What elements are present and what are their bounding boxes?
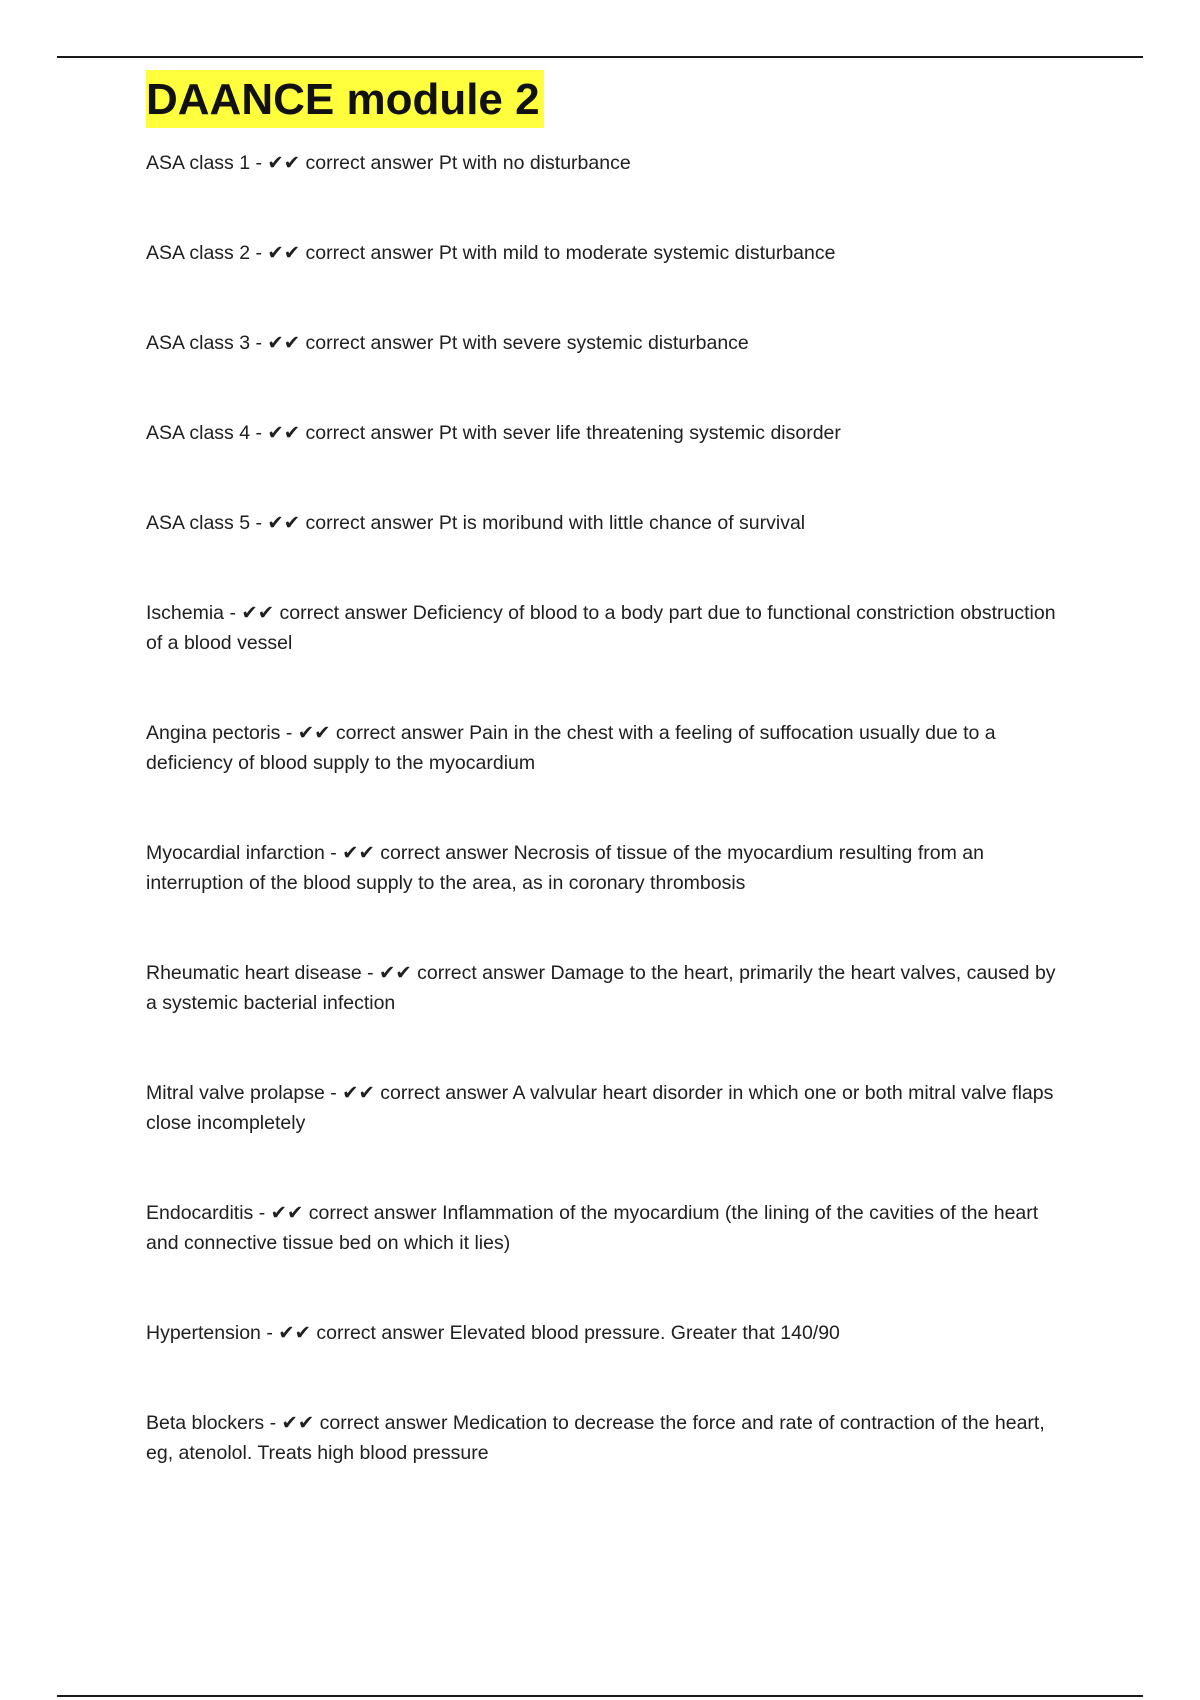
double-check-icon: ✔✔ xyxy=(267,422,301,444)
flashcard-entry xyxy=(146,1078,1066,1138)
entry-term: ASA class 5 xyxy=(146,512,251,534)
entry-term: Mitral valve prolapse xyxy=(146,1082,325,1104)
double-check-icon: ✔✔ xyxy=(297,722,331,744)
answer-prefix: correct answer xyxy=(305,422,434,444)
document-body xyxy=(146,70,1066,1528)
flashcard-entry xyxy=(146,598,1066,658)
entry-separator: - xyxy=(250,242,268,264)
entry-separator: - xyxy=(361,962,380,984)
entry-term: Hypertension xyxy=(146,1322,261,1344)
entry-definition: Elevated blood pressure. Greater that 140/90 xyxy=(449,1322,840,1344)
double-check-icon: ✔✔ xyxy=(267,332,301,354)
answer-prefix: correct answer xyxy=(380,842,509,864)
double-check-icon: ✔✔ xyxy=(267,512,301,534)
entry-separator: - xyxy=(264,1412,282,1434)
bottom-rule xyxy=(57,1695,1143,1697)
double-check-icon: ✔✔ xyxy=(379,962,412,984)
entry-definition: Pt is moribund with little chance of survival xyxy=(438,512,806,534)
entry-separator: - xyxy=(260,1322,279,1344)
double-check-icon: ✔✔ xyxy=(267,152,301,174)
entry-separator: - xyxy=(250,422,268,444)
flashcard-entry xyxy=(146,508,1066,538)
answer-prefix: correct answer xyxy=(279,602,408,624)
document-title: DAANCE module 2 xyxy=(146,70,544,128)
entry-definition: Necrosis of tissue of the myocardium resulting from an interruption of the blood supply to the area, as in coronary thrombosis xyxy=(146,842,984,894)
entry-separator: - xyxy=(253,1202,271,1224)
flashcard-entry xyxy=(146,328,1066,358)
entry-term: Beta blockers xyxy=(146,1412,265,1434)
answer-prefix: correct answer xyxy=(305,332,434,354)
answer-prefix: correct answer xyxy=(417,962,546,984)
entry-definition: Pt with no disturbance xyxy=(438,152,631,174)
entry-term: ASA class 4 xyxy=(146,422,251,444)
entry-definition: Damage to the heart, primarily the heart valves, caused by a systemic bacterial infection xyxy=(146,962,1056,1014)
entry-definition: A valvular heart disorder in which one or both mitral valve flaps close incompletely xyxy=(146,1082,1054,1134)
entry-term: ASA class 1 xyxy=(146,152,251,174)
double-check-icon: ✔✔ xyxy=(270,1202,304,1224)
entry-separator: - xyxy=(280,722,298,744)
flashcard-entry xyxy=(146,418,1066,448)
entry-definition: Pt with mild to moderate systemic disturbance xyxy=(438,242,836,264)
top-rule xyxy=(57,56,1143,58)
double-check-icon: ✔✔ xyxy=(281,1412,315,1434)
entry-term: Rheumatic heart disease xyxy=(146,962,362,984)
entry-definition: Pt with sever life threatening systemic disorder xyxy=(438,422,841,444)
answer-prefix: correct answer xyxy=(305,242,434,264)
flashcard-entry xyxy=(146,148,1066,178)
flashcard-entry xyxy=(146,1318,1066,1348)
flashcard-entry xyxy=(146,1198,1066,1258)
entry-separator: - xyxy=(324,842,343,864)
entry-definition: Inflammation of the myocardium (the lining of the cavities of the heart and connective tissue bed on which it lies) xyxy=(146,1202,1039,1254)
flashcard-entry xyxy=(146,238,1066,268)
entry-term: Angina pectoris xyxy=(146,722,281,744)
answer-prefix: correct answer xyxy=(308,1202,437,1224)
double-check-icon: ✔✔ xyxy=(342,1082,375,1104)
flashcard-list xyxy=(146,148,1066,1468)
answer-prefix: correct answer xyxy=(316,1322,445,1344)
entry-term: Myocardial infarction xyxy=(146,842,325,864)
entry-definition: Deficiency of blood to a body part due to functional constriction obstruction of a blood vessel xyxy=(146,602,1056,654)
entry-term: ASA class 3 xyxy=(146,332,251,354)
entry-separator: - xyxy=(250,512,268,534)
entry-term: Ischemia xyxy=(146,602,225,624)
double-check-icon: ✔✔ xyxy=(241,602,275,624)
entry-definition: Pt with severe systemic disturbance xyxy=(438,332,749,354)
answer-prefix: correct answer xyxy=(305,512,434,534)
entry-separator: - xyxy=(224,602,242,624)
flashcard-entry xyxy=(146,838,1066,898)
flashcard-entry xyxy=(146,1408,1066,1468)
double-check-icon: ✔✔ xyxy=(342,842,375,864)
entry-separator: - xyxy=(250,332,268,354)
entry-definition: Pain in the chest with a feeling of suffocation usually due to a deficiency of blood supply to the myocardium xyxy=(146,722,996,774)
answer-prefix: correct answer xyxy=(319,1412,448,1434)
answer-prefix: correct answer xyxy=(305,152,434,174)
entry-term: Endocarditis xyxy=(146,1202,254,1224)
flashcard-entry xyxy=(146,718,1066,778)
flashcard-entry xyxy=(146,958,1066,1018)
entry-separator: - xyxy=(250,152,268,174)
double-check-icon: ✔✔ xyxy=(267,242,301,264)
entry-definition: Medication to decrease the force and rate of contraction of the heart, eg, atenolol. Treats high blood pressure xyxy=(146,1412,1045,1464)
entry-separator: - xyxy=(324,1082,343,1104)
answer-prefix: correct answer xyxy=(380,1082,509,1104)
double-check-icon: ✔✔ xyxy=(278,1322,311,1344)
entry-term: ASA class 2 xyxy=(146,242,251,264)
answer-prefix: correct answer xyxy=(335,722,464,744)
